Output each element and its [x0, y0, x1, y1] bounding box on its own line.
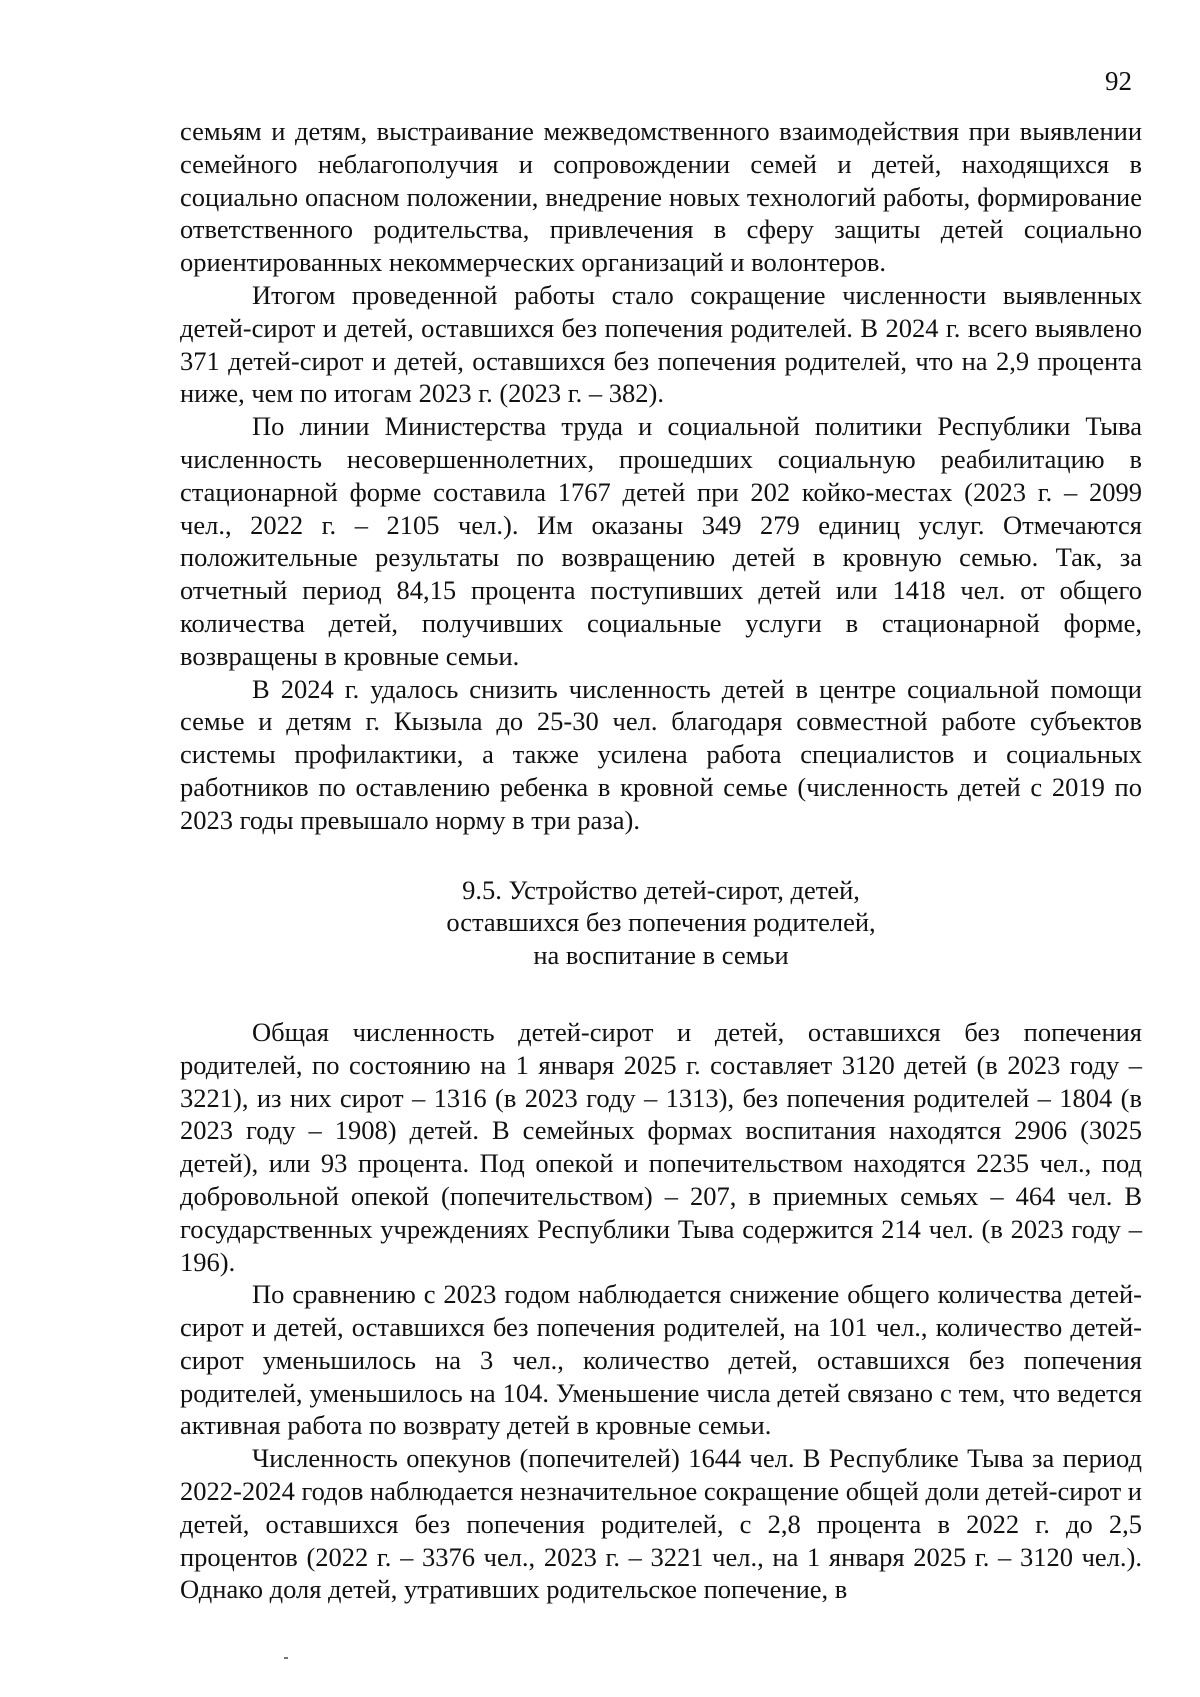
section-heading-line: на воспитание в семьи — [533, 940, 789, 971]
paragraph: По сравнению с 2023 годом наблюдается снижение общего количества детей-сирот и детей, оставшихся без попечения родителей, на 101 чел., количество детей-сирот уменьшилось на 3 чел., количество детей, оставшихся без попечения родителей, уменьшилось на 104. Уменьшение числа детей связано с тем, что ведется активная работа по возврату детей в кровные семьи. — [180, 1279, 1142, 1441]
document-body — [180, 115, 1142, 1606]
paragraph: По линии Министерства труда и социальной политики Республики Тыва численность несовершеннолетних, прошедших социальную реабилитацию в стационарной форме составила 1767 детей при 202 койко-местах (2023 г. – 2099 чел., 2022 г. – 2105 чел.). Им оказаны 349 279 единиц услуг. Отмечаются положительные результаты по возвращению детей в кровную семью. Так, за отчетный период 84,15 процента поступивших детей или 1418 чел. от общего количества детей, получивших социальные услуги в стационарной форме, возвращены в кровные семьи. — [180, 411, 1142, 671]
paragraph: Итогом проведенной работы стало сокращение численности выявленных детей-сирот и детей, оставшихся без попечения родителей. В 2024 г. всего выявлено 371 детей-сирот и детей, оставшихся без попечения родителей, что на 2,9 процента ниже, чем по итогам 2023 г. (2023 г. – 382). — [180, 279, 1142, 409]
section-heading — [180, 874, 1142, 972]
paragraph-continued: семьям и детям, выстраивание межведомственного взаимодействия при выявлении семейного неблагополучия и сопровождении семей и детей, находящихся в социально опасном положении, внедрение новых технологий работы, формирование ответственного родительства, привлечения в сферу защиты детей социально ориентированных некоммерческих организаций и волонтеров. — [180, 116, 1142, 278]
paragraph: Численность опекунов (попечителей) 1644 чел. В Республике Тыва за период 2022-2024 годов наблюдается незначительное сокращение общей доли детей-сирот и детей, оставшихся без попечения родителей, с 2,8 процента в 2022 г. до 2,5 процентов (2022 г. – 3376 чел., 2023 г. – 3221 чел., на 1 января 2025 г. – 3120 чел.). Однако доля детей, утративших родительское попечение, в — [180, 1443, 1142, 1605]
paragraph: Общая численность детей-сирот и детей, оставшихся без попечения родителей, по состоянию на 1 января 2025 г. составляет 3120 детей (в 2023 году – 3221), из них сирот – 1316 (в 2023 году – 1313), без попечения родителей – 1804 (в 2023 году – 1908) детей. В семейных формах воспитания находятся 2906 (3025 детей), или 93 процента. Под опекой и попечительством находятся 2235 чел., под добровольной опекой (попечительством) – 207, в приемных семьях – 464 чел. В государственных учреждениях Республики Тыва содержится 214 чел. (в 2023 году – 196). — [180, 1016, 1142, 1277]
paragraph: В 2024 г. удалось снизить численность детей в центре социальной помощи семье и детям г. Кызыла до 25-30 чел. благодаря совместной работе субъектов системы профилактики, а также усилена работа специалистов и социальных работников по оставлению ребенка в кровной семье (численность детей с 2019 по 2023 годы превышало норму в три раза). — [180, 673, 1142, 835]
section-heading-line: 9.5. Устройство детей-сирот, детей, — [462, 874, 860, 905]
section-heading-line: оставшихся без попечения родителей, — [446, 907, 876, 938]
scan-artifact-dot — [284, 1657, 288, 1659]
page-number: 92 — [1105, 66, 1132, 96]
